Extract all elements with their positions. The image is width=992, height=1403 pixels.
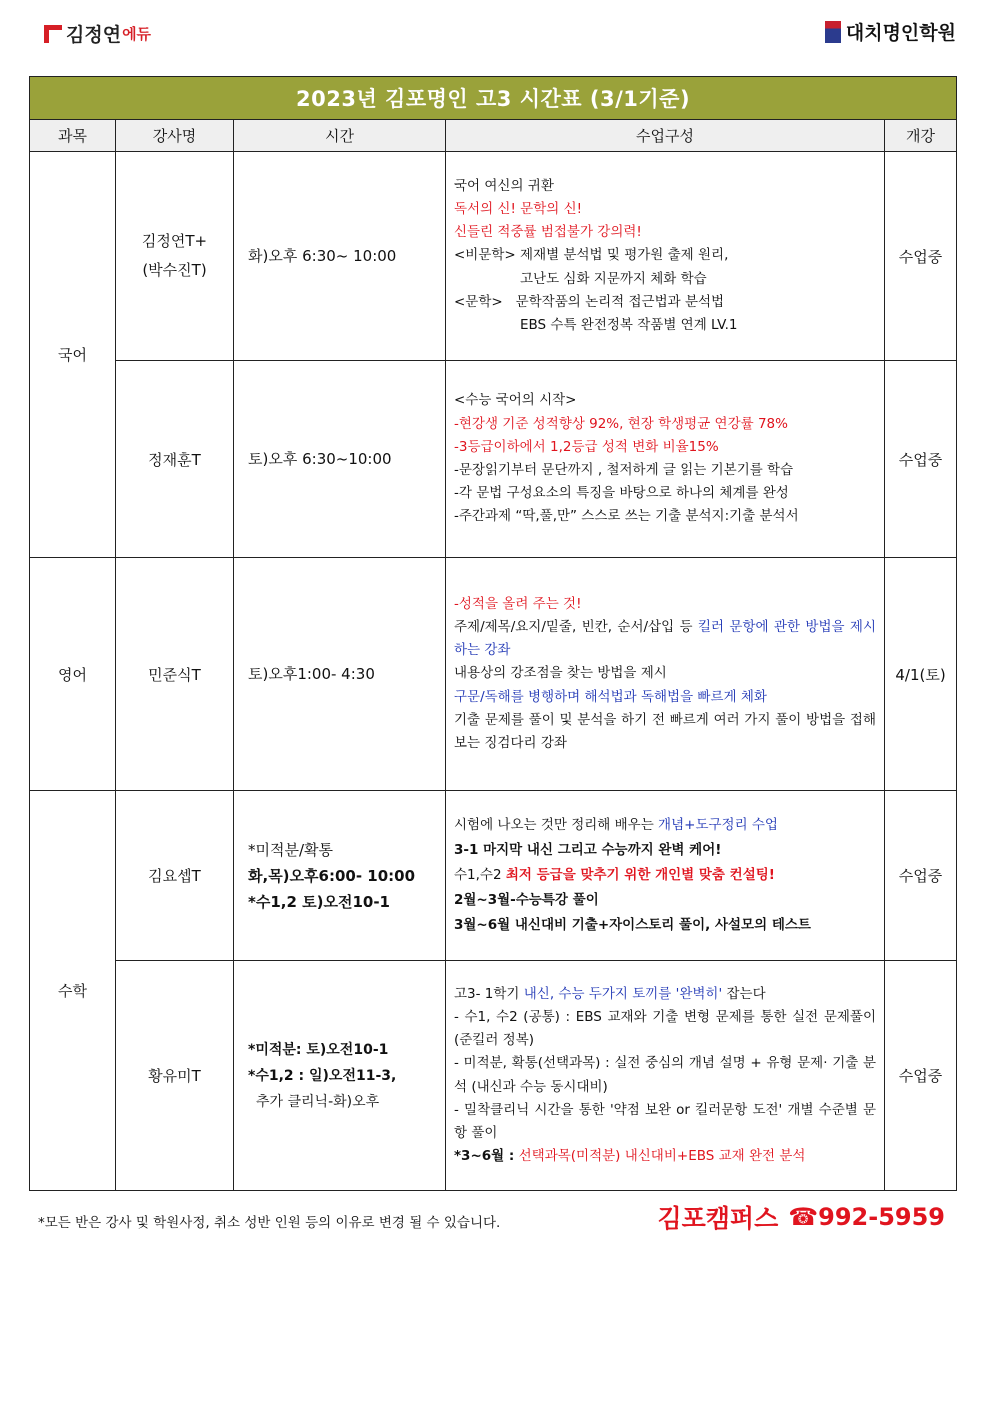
desc-line: - 수1, 수2 (공통) : EBS 교재와 기출 변형 문제를 통한 실전 문제풀이 (준킬러 정복) <box>454 1008 876 1049</box>
desc-line <box>454 863 876 888</box>
time-cell <box>234 961 446 1191</box>
curriculum-cell <box>446 961 885 1191</box>
col-subject: 과목 <box>30 120 116 152</box>
curriculum-cell <box>446 558 885 791</box>
desc-text: *3~6월 : <box>454 1148 515 1165</box>
desc-line: 신들린 적중률 범접불가 강의력! <box>454 224 642 241</box>
desc-line: 고난도 심화 지문까지 체화 학습 <box>520 270 707 287</box>
desc-line <box>454 1145 876 1168</box>
table-row <box>30 791 957 961</box>
timetable <box>29 76 957 1191</box>
desc-line: -성적을 올려 주는 것! <box>454 595 582 612</box>
desc-highlight: 개념+도구정리 수업 <box>658 817 778 833</box>
footer-note: *모든 반은 강사 및 학원사정, 취소 성반 인원 등의 이유로 변경 될 수 있습니다. <box>38 1215 501 1231</box>
curriculum-cell <box>446 361 885 558</box>
academy-logo-icon <box>825 21 841 43</box>
table-row <box>30 961 957 1191</box>
desc-line: -주간과제 “딱,풀,만” 스스로 쓰는 기출 분석지:기출 분석서 <box>454 508 799 525</box>
logo-left-main: 김정연 <box>66 24 122 46</box>
desc-line: -현강생 기준 성적향상 92%, 현장 학생평균 연강률 78% <box>454 415 788 432</box>
logo-kimjeongyeon <box>44 20 151 47</box>
curriculum-cell <box>446 152 885 361</box>
desc-line: 3월~6월 내신대비 기출+자이스토리 풀이, 사설모의 테스트 <box>454 917 811 933</box>
desc-text: 수1,수2 <box>454 867 502 883</box>
time-line: *미적분: 토)오전10-1 <box>248 1041 389 1058</box>
col-teacher: 강사명 <box>116 120 234 152</box>
logo-left-sub: 에듀 <box>122 25 152 43</box>
col-open: 개강 <box>885 120 957 152</box>
time-cell <box>234 791 446 961</box>
desc-line: 3-1 마지막 내신 그리고 수능까지 완벽 케어! <box>454 842 722 858</box>
phone-icon: ☎ <box>788 1203 819 1231</box>
desc-line <box>454 813 876 838</box>
time-text: *수1,2 토)오전10-1 <box>248 892 390 911</box>
desc-line: 내용상의 강조점을 찾는 방법을 제시 <box>454 665 667 682</box>
open-status: 수업중 <box>885 152 957 361</box>
teacher-name-sub: (박수진T) <box>142 261 207 279</box>
logo-right-text: 대치명인학원 <box>845 22 956 44</box>
teacher-cell <box>116 791 234 961</box>
open-status: 수업중 <box>885 361 957 558</box>
open-status: 수업중 <box>885 791 957 961</box>
desc-highlight: 선택과목(미적분) 내신대비+EBS 교재 완전 분석 <box>518 1148 806 1165</box>
teacher-cell <box>116 152 234 361</box>
time-line: 화,목)오후6:00- 10:00 <box>248 866 416 885</box>
col-curriculum: 수업구성 <box>446 120 885 152</box>
desc-line: - 미적분, 확통(선택과목) : 실전 중심의 개념 설명 + 유형 문제· 기출 분석 (내신과 수능 동시대비) <box>454 1055 876 1095</box>
teacher-name: 김정연T+ <box>141 232 208 250</box>
table-row <box>30 152 957 361</box>
header-row <box>30 120 957 152</box>
subject-english: 영어 <box>30 558 116 791</box>
teacher-cell <box>116 558 234 791</box>
desc-highlight: 킬러 문항에 관한 방법을 제시하는 강좌 <box>454 618 876 659</box>
desc-line: <문학> 문학작품의 논리적 접근법과 분석법 <box>454 293 725 310</box>
desc-line: <비문학> 제재별 분석법 및 평가원 출제 원리, <box>454 247 729 264</box>
time-line: *미적분/확통 <box>248 840 334 859</box>
timetable-title: 2023년 김포명인 고3 시간표 (3/1기준) <box>30 77 957 120</box>
open-status: 수업중 <box>885 961 957 1191</box>
time-line: 화)오후 6:30~ 10:00 <box>248 247 397 265</box>
time-line <box>248 889 445 915</box>
desc-line: EBS 수특 완전정복 작품별 연계 LV.1 <box>520 317 738 333</box>
campus-contact <box>657 1199 945 1235</box>
teacher-name: 민준식T <box>148 665 201 684</box>
desc-line: -문장읽기부터 문단까지 , 철저하게 글 읽는 기본기를 학습 <box>454 462 794 478</box>
desc-highlight: 최저 등급을 맞추기 위한 개인별 맞춤 컨설팅! <box>505 867 775 883</box>
desc-line <box>454 616 876 662</box>
desc-line <box>454 983 876 1006</box>
phone-text: 992-5959 <box>818 1203 945 1231</box>
desc-line: -각 문법 구성요소의 특징을 바탕으로 하나의 체계를 완성 <box>454 485 789 502</box>
subject-korean: 국어 <box>30 152 116 558</box>
time-cell <box>234 361 446 558</box>
desc-line: <수능 국어의 시작> <box>454 392 577 409</box>
table-row <box>30 361 957 558</box>
desc-line: 2월~3월-수능특강 풀이 <box>454 892 599 908</box>
curriculum-cell <box>446 791 885 961</box>
desc-line: 구문/독해를 병행하며 해석법과 독해법을 빠르게 체화 <box>454 688 767 705</box>
table-row <box>30 558 957 791</box>
desc-text: 고3- 1학기 <box>454 985 520 1002</box>
desc-line: 독서의 신! 문학의 신! <box>454 200 583 217</box>
teacher-cell <box>116 361 234 558</box>
desc-highlight: 내신, 수능 두가지 토끼를 '완벽히' <box>523 985 723 1002</box>
open-status: 4/1(토) <box>885 558 957 791</box>
teacher-name: 정재훈T <box>148 450 201 469</box>
desc-line: 국어 여신의 귀환 <box>454 177 554 194</box>
time-line: *수1,2 : 일)오전11-3, <box>248 1067 397 1084</box>
desc-text: 시험에 나오는 것만 정리해 배우는 <box>454 817 654 833</box>
col-time: 시간 <box>234 120 446 152</box>
teacher-name: 황유미T <box>148 1067 201 1085</box>
time-line: 추가 클리닉-화)오후 <box>256 1093 380 1110</box>
logo-mark-icon <box>44 25 62 43</box>
desc-line: -3등급이하에서 1,2등급 성적 변화 비율15% <box>454 438 719 455</box>
time-line: 토)오후1:00- 4:30 <box>248 665 375 683</box>
campus-name: 김포캠퍼스 <box>657 1204 779 1233</box>
desc-text: 잡는다 <box>726 985 766 1002</box>
logo-daechi-myeongin <box>825 18 956 45</box>
desc-text: 주제/제목/요지/밑줄, 빈칸, 순서/삽입 등 <box>454 618 693 635</box>
time-cell <box>234 558 446 791</box>
subject-math: 수학 <box>30 791 116 1191</box>
time-line: 토)오후 6:30~10:00 <box>248 450 392 468</box>
time-cell <box>234 152 446 361</box>
desc-line: - 밀착클리닉 시간을 통한 '약점 보완 or 킬러문항 도전' 개별 수준별 문항 풀이 <box>454 1101 876 1141</box>
desc-line: 기출 문제를 풀이 및 분석을 하기 전 빠르게 여러 가지 풀이 방법을 접해보는 징검다리 강좌 <box>454 711 876 751</box>
teacher-name: 김요셉T <box>148 867 201 885</box>
phone-number <box>788 1203 945 1231</box>
teacher-cell <box>116 961 234 1191</box>
